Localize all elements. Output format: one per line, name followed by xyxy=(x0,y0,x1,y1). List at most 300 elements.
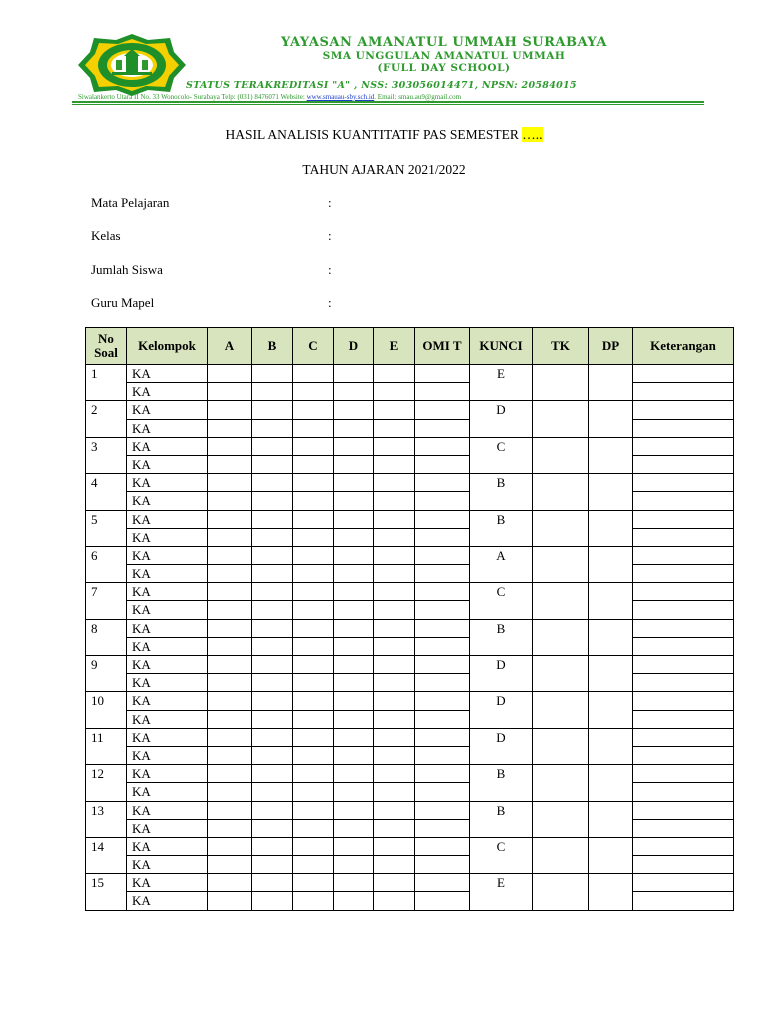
cell-omit[interactable] xyxy=(415,601,470,619)
cell-a[interactable] xyxy=(208,765,252,783)
cell-dp[interactable] xyxy=(589,401,633,437)
cell-b[interactable] xyxy=(252,837,293,855)
group-cell: KA xyxy=(127,365,208,383)
cell-omit[interactable] xyxy=(415,546,470,564)
cell-b[interactable] xyxy=(252,656,293,674)
cell-keterangan[interactable] xyxy=(633,656,734,674)
table-row xyxy=(86,710,734,728)
cell-a[interactable] xyxy=(208,856,252,874)
cell-e[interactable] xyxy=(374,565,415,583)
cell-a[interactable] xyxy=(208,455,252,473)
group-cell: KA xyxy=(127,383,208,401)
cell-keterangan[interactable] xyxy=(633,765,734,783)
cell-e[interactable] xyxy=(374,383,415,401)
cell-omit[interactable] xyxy=(415,765,470,783)
cell-d[interactable] xyxy=(334,674,374,692)
answer-key: B xyxy=(470,510,533,546)
cell-e[interactable] xyxy=(374,656,415,674)
cell-tk[interactable] xyxy=(533,365,589,401)
cell-tk[interactable] xyxy=(533,546,589,582)
table-row xyxy=(86,837,734,855)
cell-d[interactable] xyxy=(334,365,374,383)
cell-keterangan[interactable] xyxy=(633,401,734,419)
cell-c[interactable] xyxy=(293,619,334,637)
cell-omit[interactable] xyxy=(415,474,470,492)
table-row xyxy=(86,528,734,546)
cell-c[interactable] xyxy=(293,437,334,455)
cell-d[interactable] xyxy=(334,383,374,401)
group-cell: KA xyxy=(127,637,208,655)
cell-b[interactable] xyxy=(252,783,293,801)
cell-e[interactable] xyxy=(374,801,415,819)
cell-c[interactable] xyxy=(293,837,334,855)
cell-d[interactable] xyxy=(334,492,374,510)
cell-keterangan[interactable] xyxy=(633,437,734,455)
cell-a[interactable] xyxy=(208,892,252,910)
cell-a[interactable] xyxy=(208,419,252,437)
cell-e[interactable] xyxy=(374,401,415,419)
cell-dp[interactable] xyxy=(589,728,633,764)
cell-tk[interactable] xyxy=(533,656,589,692)
cell-c[interactable] xyxy=(293,528,334,546)
cell-c[interactable] xyxy=(293,692,334,710)
cell-c[interactable] xyxy=(293,783,334,801)
cell-c[interactable] xyxy=(293,892,334,910)
group-cell: KA xyxy=(127,746,208,764)
cell-omit[interactable] xyxy=(415,856,470,874)
cell-d[interactable] xyxy=(334,892,374,910)
cell-a[interactable] xyxy=(208,492,252,510)
cell-e[interactable] xyxy=(374,619,415,637)
cell-tk[interactable] xyxy=(533,728,589,764)
cell-a[interactable] xyxy=(208,819,252,837)
cell-b[interactable] xyxy=(252,728,293,746)
address-text: Siwalankerto Utara II No. 33 Wonocolo- Surabaya Telp: (031) 8476071 Website: xyxy=(78,93,307,101)
cell-b[interactable] xyxy=(252,365,293,383)
cell-omit[interactable] xyxy=(415,656,470,674)
group-cell: KA xyxy=(127,783,208,801)
cell-keterangan[interactable] xyxy=(633,565,734,583)
title-text: HASIL ANALISIS KUANTITATIF PAS SEMESTER xyxy=(225,127,523,142)
cell-omit[interactable] xyxy=(415,819,470,837)
cell-b[interactable] xyxy=(252,474,293,492)
cell-e[interactable] xyxy=(374,710,415,728)
cell-a[interactable] xyxy=(208,674,252,692)
cell-omit[interactable] xyxy=(415,783,470,801)
cell-keterangan[interactable] xyxy=(633,492,734,510)
cell-d[interactable] xyxy=(334,637,374,655)
cell-dp[interactable] xyxy=(589,837,633,873)
cell-c[interactable] xyxy=(293,710,334,728)
cell-b[interactable] xyxy=(252,528,293,546)
question-number: 13 xyxy=(86,801,127,837)
cell-dp[interactable] xyxy=(589,510,633,546)
header-b: B xyxy=(252,328,293,365)
cell-tk[interactable] xyxy=(533,837,589,873)
cell-b[interactable] xyxy=(252,510,293,528)
cell-a[interactable] xyxy=(208,619,252,637)
cell-d[interactable] xyxy=(334,819,374,837)
cell-d[interactable] xyxy=(334,510,374,528)
cell-b[interactable] xyxy=(252,619,293,637)
cell-omit[interactable] xyxy=(415,892,470,910)
cell-dp[interactable] xyxy=(589,474,633,510)
cell-e[interactable] xyxy=(374,546,415,564)
cell-e[interactable] xyxy=(374,765,415,783)
cell-e[interactable] xyxy=(374,856,415,874)
cell-e[interactable] xyxy=(374,474,415,492)
cell-b[interactable] xyxy=(252,437,293,455)
cell-c[interactable] xyxy=(293,474,334,492)
cell-b[interactable] xyxy=(252,419,293,437)
cell-tk[interactable] xyxy=(533,401,589,437)
cell-d[interactable] xyxy=(334,801,374,819)
cell-d[interactable] xyxy=(334,692,374,710)
cell-a[interactable] xyxy=(208,783,252,801)
header-e: E xyxy=(374,328,415,365)
cell-keterangan[interactable] xyxy=(633,783,734,801)
cell-b[interactable] xyxy=(252,692,293,710)
cell-c[interactable] xyxy=(293,874,334,892)
cell-d[interactable] xyxy=(334,728,374,746)
cell-a[interactable] xyxy=(208,601,252,619)
cell-d[interactable] xyxy=(334,546,374,564)
cell-keterangan[interactable] xyxy=(633,692,734,710)
question-number: 6 xyxy=(86,546,127,582)
cell-keterangan[interactable] xyxy=(633,837,734,855)
answer-key: B xyxy=(470,619,533,655)
answer-key: B xyxy=(470,765,533,801)
cell-d[interactable] xyxy=(334,455,374,473)
cell-c[interactable] xyxy=(293,856,334,874)
cell-omit[interactable] xyxy=(415,419,470,437)
cell-a[interactable] xyxy=(208,383,252,401)
answer-key: D xyxy=(470,656,533,692)
cell-keterangan[interactable] xyxy=(633,674,734,692)
cell-c[interactable] xyxy=(293,565,334,583)
cell-c[interactable] xyxy=(293,637,334,655)
cell-dp[interactable] xyxy=(589,874,633,910)
cell-d[interactable] xyxy=(334,565,374,583)
cell-dp[interactable] xyxy=(589,546,633,582)
cell-c[interactable] xyxy=(293,674,334,692)
header-kelompok: Kelompok xyxy=(127,328,208,365)
cell-b[interactable] xyxy=(252,746,293,764)
cell-c[interactable] xyxy=(293,510,334,528)
cell-omit[interactable] xyxy=(415,365,470,383)
question-number: 5 xyxy=(86,510,127,546)
cell-a[interactable] xyxy=(208,692,252,710)
cell-omit[interactable] xyxy=(415,874,470,892)
cell-e[interactable] xyxy=(374,492,415,510)
header-dp: DP xyxy=(589,328,633,365)
cell-c[interactable] xyxy=(293,419,334,437)
cell-e[interactable] xyxy=(374,692,415,710)
cell-b[interactable] xyxy=(252,674,293,692)
analysis-table xyxy=(85,327,734,911)
cell-b[interactable] xyxy=(252,383,293,401)
cell-keterangan[interactable] xyxy=(633,601,734,619)
cell-e[interactable] xyxy=(374,365,415,383)
cell-d[interactable] xyxy=(334,419,374,437)
question-number: 1 xyxy=(86,365,127,401)
cell-dp[interactable] xyxy=(589,765,633,801)
question-number: 8 xyxy=(86,619,127,655)
cell-dp[interactable] xyxy=(589,692,633,728)
group-cell: KA xyxy=(127,892,208,910)
table-row xyxy=(86,874,734,892)
cell-keterangan[interactable] xyxy=(633,365,734,383)
semester-placeholder: ….. xyxy=(522,127,543,142)
group-cell: KA xyxy=(127,528,208,546)
cell-omit[interactable] xyxy=(415,565,470,583)
header-d: D xyxy=(334,328,374,365)
cell-b[interactable] xyxy=(252,856,293,874)
cell-keterangan[interactable] xyxy=(633,510,734,528)
question-number: 15 xyxy=(86,874,127,910)
cell-tk[interactable] xyxy=(533,765,589,801)
cell-tk[interactable] xyxy=(533,801,589,837)
cell-omit[interactable] xyxy=(415,492,470,510)
cell-tk[interactable] xyxy=(533,583,589,619)
cell-omit[interactable] xyxy=(415,728,470,746)
cell-a[interactable] xyxy=(208,528,252,546)
cell-b[interactable] xyxy=(252,492,293,510)
header-keterangan: Keterangan xyxy=(633,328,734,365)
cell-d[interactable] xyxy=(334,528,374,546)
group-cell: KA xyxy=(127,419,208,437)
cell-a[interactable] xyxy=(208,710,252,728)
cell-d[interactable] xyxy=(334,601,374,619)
website-link[interactable]: www.smauau-sby.sch.id xyxy=(306,93,375,101)
cell-omit[interactable] xyxy=(415,583,470,601)
table-row xyxy=(86,765,734,783)
cell-a[interactable] xyxy=(208,546,252,564)
cell-e[interactable] xyxy=(374,601,415,619)
cell-tk[interactable] xyxy=(533,874,589,910)
cell-omit[interactable] xyxy=(415,674,470,692)
cell-d[interactable] xyxy=(334,783,374,801)
cell-dp[interactable] xyxy=(589,656,633,692)
cell-b[interactable] xyxy=(252,710,293,728)
field-colon: : xyxy=(328,195,332,210)
cell-omit[interactable] xyxy=(415,383,470,401)
cell-b[interactable] xyxy=(252,874,293,892)
cell-e[interactable] xyxy=(374,510,415,528)
cell-omit[interactable] xyxy=(415,619,470,637)
cell-a[interactable] xyxy=(208,474,252,492)
cell-dp[interactable] xyxy=(589,583,633,619)
table-row xyxy=(86,546,734,564)
cell-e[interactable] xyxy=(374,819,415,837)
cell-e[interactable] xyxy=(374,892,415,910)
cell-keterangan[interactable] xyxy=(633,383,734,401)
cell-a[interactable] xyxy=(208,437,252,455)
cell-a[interactable] xyxy=(208,565,252,583)
cell-c[interactable] xyxy=(293,656,334,674)
cell-e[interactable] xyxy=(374,728,415,746)
cell-e[interactable] xyxy=(374,746,415,764)
cell-c[interactable] xyxy=(293,819,334,837)
cell-c[interactable] xyxy=(293,365,334,383)
cell-keterangan[interactable] xyxy=(633,819,734,837)
cell-keterangan[interactable] xyxy=(633,474,734,492)
cell-b[interactable] xyxy=(252,892,293,910)
cell-d[interactable] xyxy=(334,401,374,419)
cell-omit[interactable] xyxy=(415,801,470,819)
cell-b[interactable] xyxy=(252,546,293,564)
letterhead-rule xyxy=(72,101,704,103)
field-colon: : xyxy=(328,228,332,243)
foundation-name: YAYASAN AMANATUL UMMAH SURABAYA xyxy=(281,35,607,50)
cell-a[interactable] xyxy=(208,837,252,855)
cell-b[interactable] xyxy=(252,765,293,783)
cell-a[interactable] xyxy=(208,656,252,674)
cell-c[interactable] xyxy=(293,455,334,473)
cell-c[interactable] xyxy=(293,765,334,783)
cell-e[interactable] xyxy=(374,419,415,437)
cell-e[interactable] xyxy=(374,674,415,692)
cell-keterangan[interactable] xyxy=(633,874,734,892)
cell-d[interactable] xyxy=(334,874,374,892)
cell-a[interactable] xyxy=(208,510,252,528)
field-label: Jumlah Siswa xyxy=(91,262,163,277)
cell-c[interactable] xyxy=(293,546,334,564)
cell-keterangan[interactable] xyxy=(633,419,734,437)
cell-keterangan[interactable] xyxy=(633,619,734,637)
cell-c[interactable] xyxy=(293,401,334,419)
cell-d[interactable] xyxy=(334,765,374,783)
cell-a[interactable] xyxy=(208,728,252,746)
cell-keterangan[interactable] xyxy=(633,856,734,874)
letterhead-rule-thin xyxy=(72,104,704,105)
cell-e[interactable] xyxy=(374,783,415,801)
cell-d[interactable] xyxy=(334,474,374,492)
cell-d[interactable] xyxy=(334,583,374,601)
letterhead xyxy=(72,32,704,108)
academic-year: TAHUN AJARAN 2021/2022 xyxy=(302,162,466,177)
cell-d[interactable] xyxy=(334,856,374,874)
cell-b[interactable] xyxy=(252,455,293,473)
cell-e[interactable] xyxy=(374,455,415,473)
cell-omit[interactable] xyxy=(415,637,470,655)
cell-a[interactable] xyxy=(208,874,252,892)
cell-d[interactable] xyxy=(334,746,374,764)
school-name: SMA UNGGULAN AMANATUL UMMAH xyxy=(322,50,566,62)
cell-a[interactable] xyxy=(208,637,252,655)
cell-keterangan[interactable] xyxy=(633,546,734,564)
cell-keterangan[interactable] xyxy=(633,637,734,655)
cell-keterangan[interactable] xyxy=(633,455,734,473)
cell-c[interactable] xyxy=(293,583,334,601)
cell-a[interactable] xyxy=(208,801,252,819)
cell-tk[interactable] xyxy=(533,510,589,546)
cell-keterangan[interactable] xyxy=(633,728,734,746)
cell-d[interactable] xyxy=(334,837,374,855)
cell-tk[interactable] xyxy=(533,437,589,473)
cell-e[interactable] xyxy=(374,874,415,892)
table-row xyxy=(86,419,734,437)
table-row xyxy=(86,637,734,655)
cell-keterangan[interactable] xyxy=(633,528,734,546)
group-cell: KA xyxy=(127,510,208,528)
cell-d[interactable] xyxy=(334,437,374,455)
cell-a[interactable] xyxy=(208,365,252,383)
cell-c[interactable] xyxy=(293,728,334,746)
group-cell: KA xyxy=(127,856,208,874)
cell-omit[interactable] xyxy=(415,710,470,728)
cell-c[interactable] xyxy=(293,801,334,819)
cell-keterangan[interactable] xyxy=(633,801,734,819)
cell-tk[interactable] xyxy=(533,619,589,655)
cell-c[interactable] xyxy=(293,492,334,510)
answer-key: B xyxy=(470,801,533,837)
cell-c[interactable] xyxy=(293,746,334,764)
table-row xyxy=(86,746,734,764)
cell-keterangan[interactable] xyxy=(633,583,734,601)
cell-e[interactable] xyxy=(374,837,415,855)
cell-b[interactable] xyxy=(252,601,293,619)
cell-omit[interactable] xyxy=(415,528,470,546)
cell-b[interactable] xyxy=(252,565,293,583)
cell-d[interactable] xyxy=(334,619,374,637)
cell-a[interactable] xyxy=(208,401,252,419)
cell-e[interactable] xyxy=(374,583,415,601)
cell-b[interactable] xyxy=(252,801,293,819)
cell-dp[interactable] xyxy=(589,365,633,401)
group-cell: KA xyxy=(127,492,208,510)
cell-d[interactable] xyxy=(334,656,374,674)
cell-dp[interactable] xyxy=(589,619,633,655)
cell-e[interactable] xyxy=(374,528,415,546)
cell-e[interactable] xyxy=(374,637,415,655)
group-cell: KA xyxy=(127,874,208,892)
group-cell: KA xyxy=(127,583,208,601)
cell-keterangan[interactable] xyxy=(633,892,734,910)
cell-b[interactable] xyxy=(252,819,293,837)
group-cell: KA xyxy=(127,546,208,564)
cell-keterangan[interactable] xyxy=(633,746,734,764)
cell-d[interactable] xyxy=(334,710,374,728)
header-c: C xyxy=(293,328,334,365)
cell-b[interactable] xyxy=(252,583,293,601)
cell-omit[interactable] xyxy=(415,510,470,528)
cell-omit[interactable] xyxy=(415,437,470,455)
cell-tk[interactable] xyxy=(533,474,589,510)
cell-omit[interactable] xyxy=(415,746,470,764)
cell-a[interactable] xyxy=(208,746,252,764)
cell-b[interactable] xyxy=(252,637,293,655)
cell-a[interactable] xyxy=(208,583,252,601)
cell-omit[interactable] xyxy=(415,401,470,419)
cell-omit[interactable] xyxy=(415,455,470,473)
cell-tk[interactable] xyxy=(533,692,589,728)
cell-c[interactable] xyxy=(293,601,334,619)
cell-c[interactable] xyxy=(293,383,334,401)
table-row xyxy=(86,619,734,637)
cell-omit[interactable] xyxy=(415,692,470,710)
cell-dp[interactable] xyxy=(589,801,633,837)
table-row xyxy=(86,892,734,910)
cell-keterangan[interactable] xyxy=(633,710,734,728)
table-row xyxy=(86,583,734,601)
cell-b[interactable] xyxy=(252,401,293,419)
cell-omit[interactable] xyxy=(415,837,470,855)
table-row xyxy=(86,783,734,801)
cell-e[interactable] xyxy=(374,437,415,455)
cell-dp[interactable] xyxy=(589,437,633,473)
field-label: Kelas xyxy=(91,228,121,243)
